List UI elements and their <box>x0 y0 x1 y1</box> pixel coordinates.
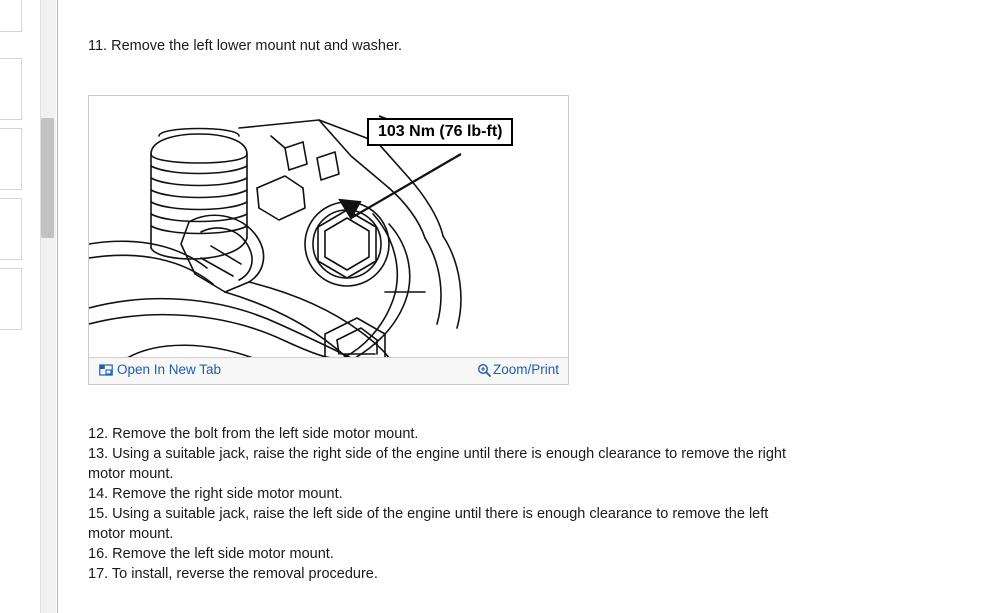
gutter-card <box>0 128 22 190</box>
gutter-card <box>0 268 22 330</box>
torque-callout-label: 103 Nm (76 lb-ft) <box>378 123 503 140</box>
gutter-card <box>0 58 22 120</box>
zoom-print-link[interactable]: Zoom/Print <box>493 362 560 377</box>
procedure-step-11: 11. Remove the left lower mount nut and washer. <box>88 38 403 54</box>
procedure-step-17: 17. To install, reverse the removal procedure. <box>88 566 378 582</box>
figure-panel <box>88 95 569 385</box>
procedure-step-15: 15. Using a suitable jack, raise the left side of the engine until there is enough clearance to remove the left motor mount. <box>88 506 769 542</box>
page-scrollbar-thumb[interactable] <box>41 118 54 238</box>
figure-toolbar <box>89 357 568 384</box>
open-in-new-tab-link[interactable]: Open In New Tab <box>117 362 222 377</box>
left-gutter-panel <box>0 0 58 613</box>
new-tab-icon <box>99 363 113 377</box>
gutter-card <box>0 198 22 260</box>
procedure-step-13: 13. Using a suitable jack, raise the right side of the engine until there is enough clearance to remove the right motor mount. <box>88 446 787 482</box>
procedure-step-16: 16. Remove the left side motor mount. <box>88 546 334 562</box>
gutter-card <box>0 0 22 32</box>
procedure-step-14: 14. Remove the right side motor mount. <box>88 486 343 502</box>
torque-callout <box>367 118 513 146</box>
magnifier-icon <box>477 363 491 377</box>
procedure-step-12: 12. Remove the bolt from the left side motor mount. <box>88 426 419 442</box>
document-content <box>59 0 988 613</box>
page-scrollbar-track[interactable] <box>40 0 56 613</box>
procedure-steps-list <box>88 424 808 584</box>
